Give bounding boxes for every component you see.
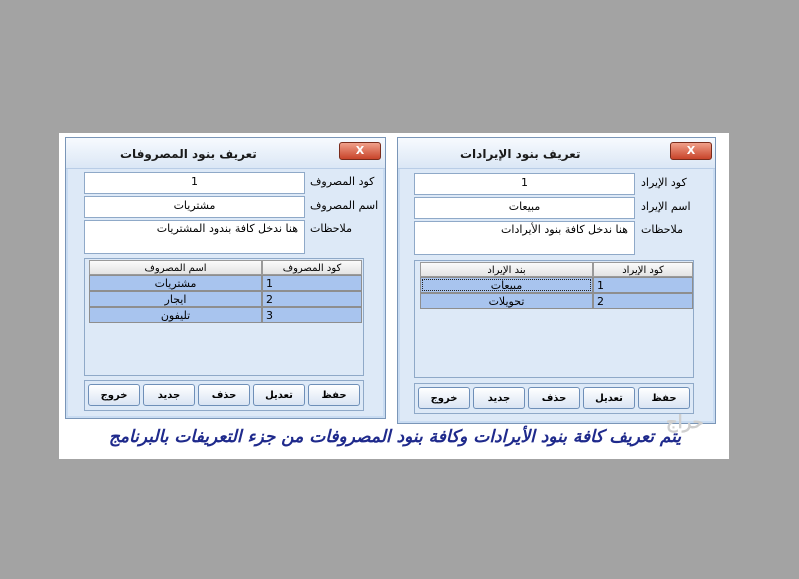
revenue-notes-field[interactable]: هنا ندخل كافة بنود الأيرادات (414, 221, 635, 255)
revenues-row-1-name[interactable]: مبيعات (420, 277, 593, 293)
expenses-titlebar (66, 138, 385, 169)
expenses-window (65, 137, 386, 419)
revenues-edit-button[interactable]: تعديل (583, 387, 635, 409)
revenues-new-button[interactable]: جديد (473, 387, 525, 409)
expense-code-field[interactable]: 1 (84, 172, 305, 194)
expenses-row-3-name[interactable]: تليفون (89, 307, 262, 323)
revenues-window (397, 137, 716, 424)
expense-code-label: كود المصروف (310, 175, 375, 188)
expense-name-label: اسم المصروف (310, 199, 379, 212)
revenues-button-bar (414, 383, 694, 414)
revenues-save-button[interactable]: حفظ (638, 387, 690, 409)
revenues-row-2-name[interactable]: تحويلات (420, 293, 593, 309)
revenues-row-1-code[interactable]: 1 (593, 277, 693, 293)
expenses-grid[interactable] (84, 258, 364, 376)
watermark: حراج (666, 412, 704, 433)
expenses-row-2-code[interactable]: 2 (262, 291, 362, 307)
expenses-new-button[interactable]: جديد (143, 384, 195, 406)
caption-text: يتم تعريف كافة بنود الأيرادات وكافة بنود المصروفات من جزء التعريفات بالبرنامج (108, 427, 682, 447)
expenses-save-button[interactable]: حفظ (308, 384, 360, 406)
revenues-grid[interactable] (414, 260, 694, 378)
revenues-titlebar (398, 138, 715, 169)
expenses-delete-button[interactable]: حذف (198, 384, 250, 406)
expenses-button-bar (84, 380, 364, 411)
expenses-row-1-name[interactable]: مشتريات (89, 275, 262, 291)
expenses-close-button[interactable]: X (339, 142, 381, 160)
expenses-grid-header-code[interactable]: كود المصروف (262, 260, 362, 275)
revenue-name-label: اسم الإيراد (641, 200, 691, 213)
expenses-row-1-code[interactable]: 1 (262, 275, 362, 291)
expense-name-field[interactable]: مشتريات (84, 196, 305, 218)
revenues-row-2-code[interactable]: 2 (593, 293, 693, 309)
expenses-grid-header-name[interactable]: اسم المصروف (89, 260, 262, 275)
revenue-notes-label: ملاحظات (641, 223, 683, 236)
revenue-code-label: كود الإيراد (641, 176, 687, 189)
revenues-close-button[interactable]: X (670, 142, 712, 160)
revenue-name-field[interactable]: مبيعات (414, 197, 635, 219)
revenues-grid-header-code[interactable]: كود الإيراد (593, 262, 693, 277)
expense-notes-field[interactable]: هنا ندخل كافة بندود المشتريات (84, 220, 305, 254)
revenues-exit-button[interactable]: خروج (418, 387, 470, 409)
expenses-edit-button[interactable]: تعديل (253, 384, 305, 406)
expenses-exit-button[interactable]: خروج (88, 384, 140, 406)
expenses-row-2-name[interactable]: ايجار (89, 291, 262, 307)
revenues-delete-button[interactable]: حذف (528, 387, 580, 409)
revenue-code-field[interactable]: 1 (414, 173, 635, 195)
expenses-window-title: تعريف بنود المصروفات (120, 147, 257, 161)
revenues-grid-header-name[interactable]: بند الإيراد (420, 262, 593, 277)
expense-notes-label: ملاحظات (310, 222, 352, 235)
expenses-row-3-code[interactable]: 3 (262, 307, 362, 323)
revenues-window-title: تعريف بنود الإيرادات (460, 147, 581, 161)
